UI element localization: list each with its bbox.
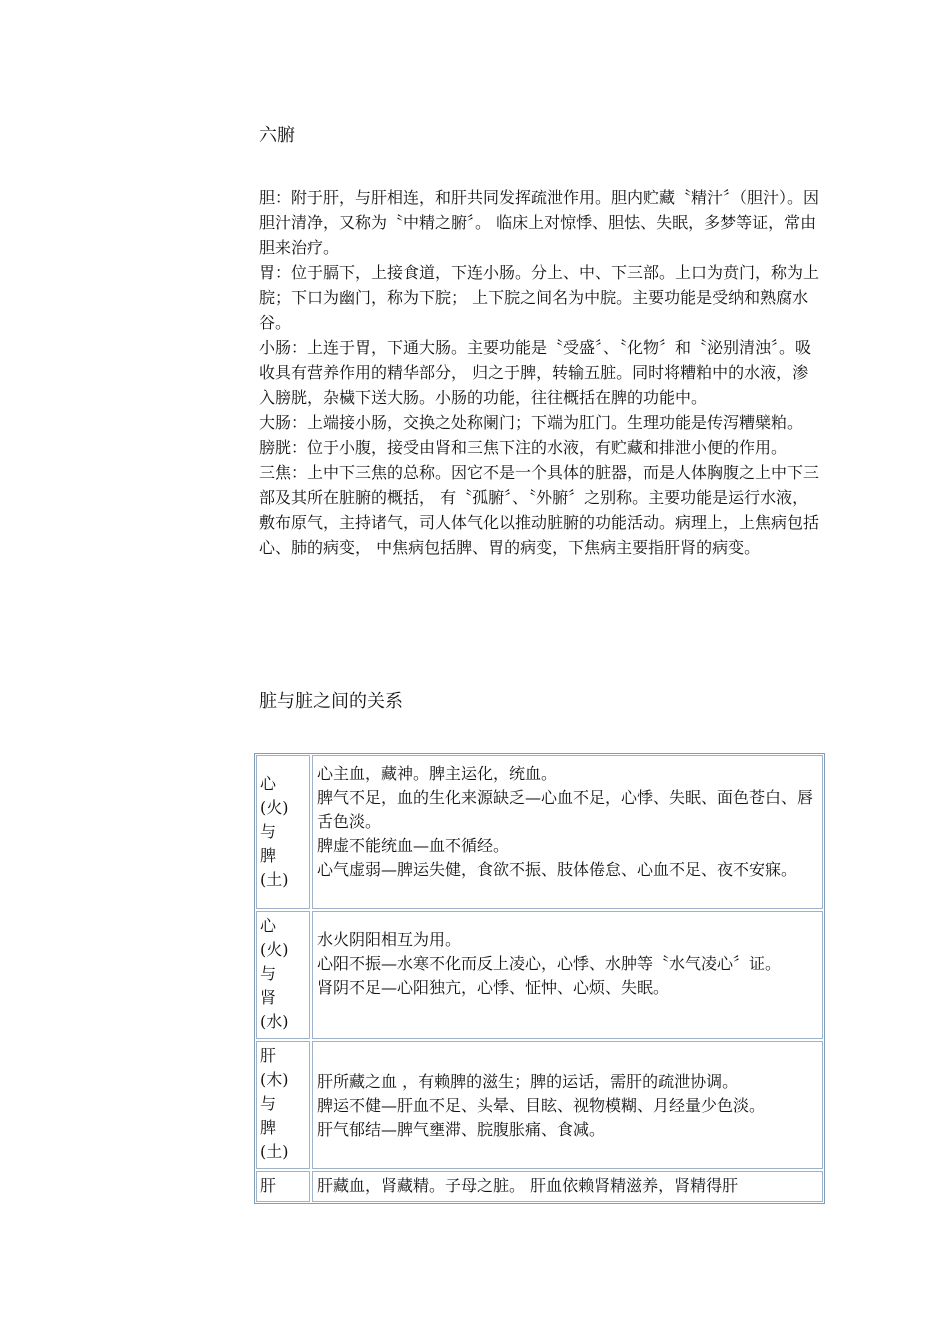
section-title-six-fu: 六腑 (259, 125, 295, 146)
six-fu-body (259, 185, 819, 560)
paragraph-small-intestine: 小肠：上连于胃，下通大肠。主要功能是〝受盛〞、〝化物〞和〝泌别清浊〞。吸收具有营养作用的精华部分， 归之于脾，转输五脏。同时将糟粕中的水液，渗入膀胱，杂檅下送大肠。小肠的功能，往往概括在脾的功能中。 (259, 338, 812, 407)
paragraph-bladder: 膀胱：位于小腹，接受由肾和三焦下注的水液，有贮藏和排泄小便的作用。 (259, 438, 788, 457)
organ-relations-table (254, 753, 825, 1204)
table-row (256, 755, 823, 909)
table-row (256, 1171, 823, 1202)
table-row (256, 1041, 823, 1169)
row-content-cell: 心主血，藏神。脾主运化，统血。 脾气不足，血的生化来源缺乏—心血不足，心悸、失眠、面色苍白、唇舌色淡。 脾虚不能统血—血不循经。 心气虚弱—脾运失健，食欲不振、肢体倦怠、心血不足、夜不安寐。 (312, 755, 823, 909)
row-label-cell: 肝 (木) 与 脾 (土) (256, 1041, 310, 1169)
paragraph-stomach: 胃：位于膈下，上接食道，下连小肠。分上、中、下三部。上口为贲门，称为上脘；下口为幽门，称为下脘； 上下脘之间名为中脘。主要功能是受纳和熟腐水谷。 (259, 263, 820, 332)
row-content-cell: 肝所藏之血 ，有赖脾的滋生；脾的运话，需肝的疏泄协调。 脾运不健—肝血不足、头晕、目眩、视物模糊、月经量少色淡。 肝气郁结—脾气壅滞、脘腹胀痛、食减。 (312, 1041, 823, 1169)
table-row (256, 911, 823, 1039)
section-title-organ-relations: 脏与脏之间的关系 (259, 691, 403, 712)
row-content-cell: 水火阴阳相互为用。 心阳不振—水寒不化而反上凌心，心悸、水肿等〝水气凌心〞证。 肾阴不足—心阳独亢，心悸、怔忡、心烦、失眠。 (312, 911, 823, 1039)
row-content-cell: 肝藏血，肾藏精。子母之脏。 肝血依赖肾精滋养，肾精得肝 (312, 1171, 823, 1202)
paragraph-gallbladder: 胆：附于肝，与肝相连，和肝共同发挥疏泄作用。胆内贮藏〝精汁〞（胆汁）。因胆汁清净，又称为〝中精之腑〞。 临床上对惊悸、胆怯、失眠，多梦等证，常由胆来治疗。 (259, 188, 820, 257)
paragraph-large-intestine: 大肠：上端接小肠，交换之处称阑门；下端为肛门。生理功能是传泻糟檗粕。 (259, 413, 804, 432)
row-label-cell: 心 (火) 与 肾 (水) (256, 911, 310, 1039)
paragraph-san-jiao: 三焦：上中下三焦的总称。因它不是一个具体的脏器，而是人体胸腹之上中下三部及其所在脏腑的概括， 有〝孤腑〞、〝外腑〞之别称。主要功能是运行水液，敷布原气，主持诸气，司人体气化以推动脏腑的功能活动。病理上，上焦病包括心、肺的病变， 中焦病包括脾、胃的病变，下焦病主要指肝肾的病变。 (259, 463, 820, 557)
row-label-cell: 心 (火) 与 脾 (土) (256, 755, 310, 909)
row-label-cell: 肝 (256, 1171, 310, 1202)
